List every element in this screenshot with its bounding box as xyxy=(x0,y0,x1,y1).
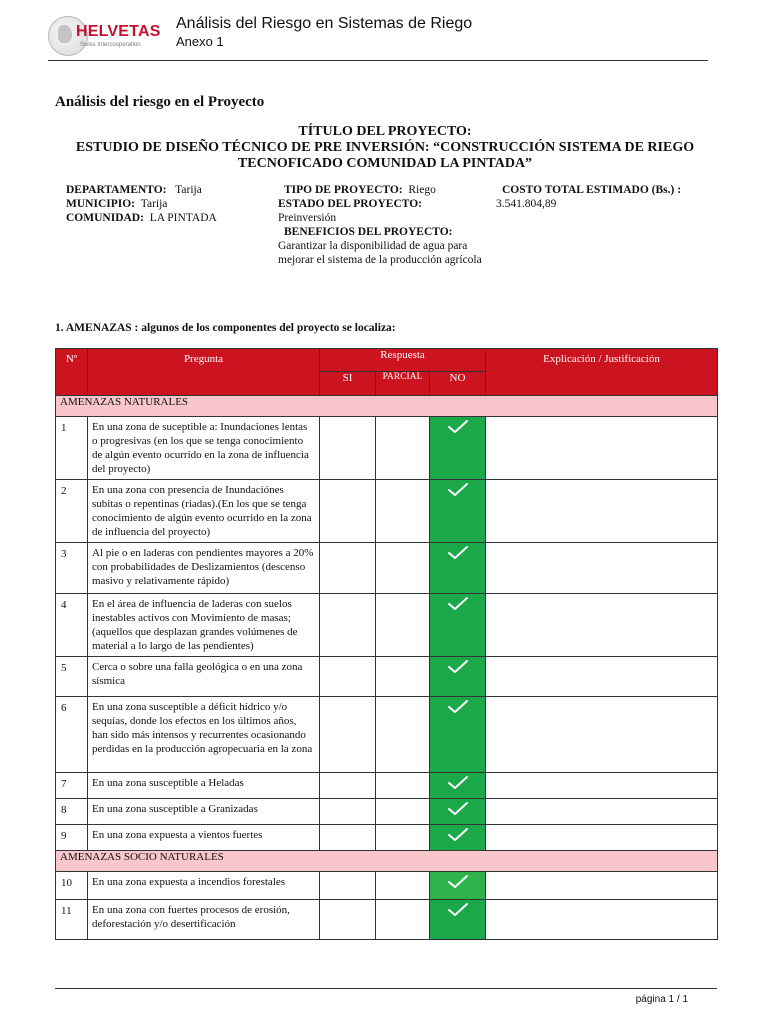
answer-no-cell[interactable] xyxy=(430,594,486,657)
row-question: En una zona expuesta a incendios forestales xyxy=(88,872,320,900)
row-number: 7 xyxy=(56,773,88,799)
tipo-label: TIPO DE PROYECTO: xyxy=(284,184,403,196)
explanation-cell[interactable] xyxy=(486,657,718,697)
document-subtitle: Anexo 1 xyxy=(176,34,224,49)
answer-parcial-cell[interactable] xyxy=(376,872,430,900)
row-question: Al pie o en laderas con pendientes mayores a 20% con probabilidades de Deslizamientos (descenso masivo y relativamente rápido) xyxy=(88,543,320,594)
answer-no-cell[interactable] xyxy=(430,480,486,543)
checkmark-icon xyxy=(446,699,470,715)
col-respuesta-header: Respuesta xyxy=(320,349,486,372)
answer-si-cell[interactable] xyxy=(320,417,376,480)
checkmark-icon xyxy=(446,596,470,612)
row-question: En una zona expuesta a vientos fuertes xyxy=(88,825,320,851)
amenazas-title: 1. AMENAZAS : algunos de los componentes del proyecto se localiza: xyxy=(55,322,396,334)
row-number: 5 xyxy=(56,657,88,697)
row-question: En el área de influencia de laderas con suelos inestables activos con Movimiento de masas; (aquellos que desplazan grandes volúmenes de material a lo largo de las pendientes) xyxy=(88,594,320,657)
answer-parcial-cell[interactable] xyxy=(376,657,430,697)
explanation-cell[interactable] xyxy=(486,825,718,851)
checkmark-icon xyxy=(446,482,470,498)
checkmark-icon xyxy=(446,801,470,817)
project-heading: TÍTULO DEL PROYECTO: xyxy=(298,124,472,139)
answer-si-cell[interactable] xyxy=(320,900,376,940)
project-title-line2: TECNOFICADO COMUNIDAD LA PINTADA” xyxy=(237,156,533,171)
table-row xyxy=(56,697,718,773)
answer-si-cell[interactable] xyxy=(320,872,376,900)
row-number: 11 xyxy=(56,900,88,940)
row-number: 3 xyxy=(56,543,88,594)
col-parcial-header: PARCIAL xyxy=(376,372,430,396)
answer-si-cell[interactable] xyxy=(320,480,376,543)
comunidad-label: COMUNIDAD: xyxy=(66,212,144,224)
meta-location xyxy=(66,183,217,225)
answer-no-cell[interactable] xyxy=(430,825,486,851)
row-question: En una zona susceptible a Granizadas xyxy=(88,799,320,825)
answer-si-cell[interactable] xyxy=(320,799,376,825)
row-number: 4 xyxy=(56,594,88,657)
row-question: En una zona susceptible a déficit hídrico y/o sequías, donde los efectos en los últimos años, han sido más intensos y recurrentes ocasionando perdidas en la producción agropecuaria en la zona xyxy=(88,697,320,773)
table-row xyxy=(56,543,718,594)
estado-value: Preinversión xyxy=(278,212,337,224)
table-row xyxy=(56,900,718,940)
col-si-header: SI xyxy=(320,372,376,396)
header-divider xyxy=(48,60,708,61)
answer-si-cell[interactable] xyxy=(320,594,376,657)
explanation-cell[interactable] xyxy=(486,697,718,773)
answer-si-cell[interactable] xyxy=(320,543,376,594)
brand-tagline: Swiss Intercooperation xyxy=(80,42,141,48)
answer-parcial-cell[interactable] xyxy=(376,773,430,799)
row-question: En una zona con presencia de Inundaciónes subitas o repentinas (riadas).(En los que se tenga conocimiento de algún evento ocurrido en la zona de influencia del proyecto) xyxy=(88,480,320,543)
answer-no-cell[interactable] xyxy=(430,900,486,940)
beneficios-line1: Garantizar la disponibilidad de agua para xyxy=(278,240,468,252)
table-row xyxy=(56,417,718,480)
brand-name: HELVETAS xyxy=(76,23,161,40)
table-row xyxy=(56,825,718,851)
answer-no-cell[interactable] xyxy=(430,872,486,900)
table-row xyxy=(56,657,718,697)
table-row xyxy=(56,872,718,900)
row-question: Cerca o sobre una falla geológica o en una zona sísmica xyxy=(88,657,320,697)
answer-parcial-cell[interactable] xyxy=(376,417,430,480)
checkmark-icon xyxy=(446,659,470,675)
row-number: 8 xyxy=(56,799,88,825)
explanation-cell[interactable] xyxy=(486,900,718,940)
row-number: 6 xyxy=(56,697,88,773)
risk-table xyxy=(55,348,718,940)
row-question: En una zona de suceptible a: Inundaciones lentas o progresivas (en los que se tenga conocimiento de algún evento ocurrido en la zona de influencia del proyecto) xyxy=(88,417,320,480)
table-row xyxy=(56,594,718,657)
col-num-header: Nº xyxy=(56,349,88,396)
row-number: 2 xyxy=(56,480,88,543)
row-number: 10 xyxy=(56,872,88,900)
table-row xyxy=(56,773,718,799)
col-no-header: NO xyxy=(430,372,486,396)
explanation-cell[interactable] xyxy=(486,480,718,543)
checkmark-icon xyxy=(446,827,470,843)
footer-divider xyxy=(55,988,717,989)
document-title: Análisis del Riesgo en Sistemas de Riego xyxy=(176,15,473,32)
explanation-cell[interactable] xyxy=(486,872,718,900)
checkmark-icon xyxy=(446,545,470,561)
project-title-line1: ESTUDIO DE DISEÑO TÉCNICO DE PRE INVERSIÓN: “CONSTRUCCIÓN SISTEMA DE RIEGO xyxy=(75,140,695,155)
tipo-value: Riego xyxy=(408,184,436,196)
row-number: 1 xyxy=(56,417,88,480)
answer-parcial-cell[interactable] xyxy=(376,543,430,594)
answer-si-cell[interactable] xyxy=(320,657,376,697)
category-amenazas-socio-naturales: AMENAZAS SOCIO NATURALES xyxy=(56,851,718,872)
departamento-value: Tarija xyxy=(175,184,202,196)
municipio-label: MUNICIPIO: xyxy=(66,198,135,210)
page-number: página 1 / 1 xyxy=(635,994,688,1005)
meta-project xyxy=(278,183,488,267)
section-title: Análisis del riesgo en el Proyecto xyxy=(55,94,265,110)
answer-si-cell[interactable] xyxy=(320,825,376,851)
answer-parcial-cell[interactable] xyxy=(376,594,430,657)
explanation-cell[interactable] xyxy=(486,799,718,825)
explanation-cell[interactable] xyxy=(486,543,718,594)
answer-si-cell[interactable] xyxy=(320,773,376,799)
checkmark-icon xyxy=(446,775,470,791)
municipio-value: Tarija xyxy=(140,198,168,210)
answer-parcial-cell[interactable] xyxy=(376,825,430,851)
comunidad-value: LA PINTADA xyxy=(149,212,217,224)
answer-no-cell[interactable] xyxy=(430,697,486,773)
answer-no-cell[interactable] xyxy=(430,657,486,697)
beneficios-line2: mejorar el sistema de la producción agrícola xyxy=(278,254,482,266)
table-row xyxy=(56,799,718,825)
checkmark-icon xyxy=(446,874,470,890)
checkmark-icon xyxy=(446,902,470,918)
answer-no-cell[interactable] xyxy=(430,543,486,594)
departamento-label: DEPARTAMENTO: xyxy=(66,184,167,196)
answer-parcial-cell[interactable] xyxy=(376,900,430,940)
answer-parcial-cell[interactable] xyxy=(376,799,430,825)
answer-parcial-cell[interactable] xyxy=(376,480,430,543)
answer-no-cell[interactable] xyxy=(430,799,486,825)
explanation-cell[interactable] xyxy=(486,594,718,657)
beneficios-label: BENEFICIOS DEL PROYECTO: xyxy=(284,226,453,238)
table-row xyxy=(56,480,718,543)
project-title-block xyxy=(55,124,715,172)
row-question: En una zona con fuertes procesos de erosión, deforestación y/o desertificación xyxy=(88,900,320,940)
answer-no-cell[interactable] xyxy=(430,773,486,799)
checkmark-icon xyxy=(446,419,470,435)
explanation-cell[interactable] xyxy=(486,417,718,480)
col-pregunta-header: Pregunta xyxy=(88,349,320,396)
costo-value: 3.541.804,89 xyxy=(496,198,557,210)
estado-label: ESTADO DEL PROYECTO: xyxy=(278,198,422,210)
category-amenazas-naturales: AMENAZAS NATURALES xyxy=(56,396,718,417)
row-question: En una zona susceptible a Heladas xyxy=(88,773,320,799)
answer-parcial-cell[interactable] xyxy=(376,697,430,773)
costo-label: COSTO TOTAL ESTIMADO (Bs.) : xyxy=(502,184,682,196)
meta-cost xyxy=(496,183,681,211)
col-explicacion-header: Explicación / Justificación xyxy=(486,349,718,396)
helvetas-logo xyxy=(48,14,168,56)
answer-si-cell[interactable] xyxy=(320,697,376,773)
row-number: 9 xyxy=(56,825,88,851)
explanation-cell[interactable] xyxy=(486,773,718,799)
answer-no-cell[interactable] xyxy=(430,417,486,480)
